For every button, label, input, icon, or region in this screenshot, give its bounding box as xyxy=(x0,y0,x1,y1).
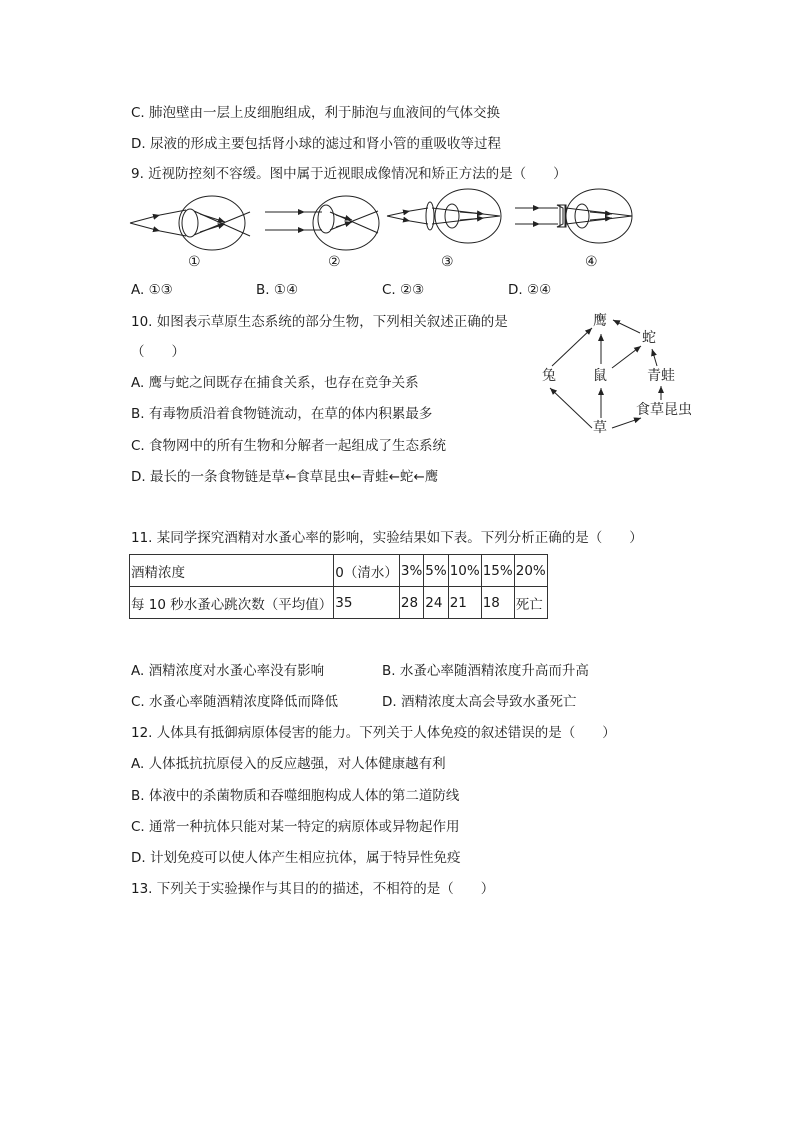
web-node-eagle: 鹰 xyxy=(593,313,607,329)
q11-option-b: B. 水蚤心率随酒精浓度升高而升高 xyxy=(382,663,589,679)
q11-option-c: C. 水蚤心率随酒精浓度降低而降低 xyxy=(131,694,339,710)
q10-option-a: A. 鹰与蛇之间既存在捕食关系，也存在竞争关系 xyxy=(131,375,419,391)
table-cell: 0（清水） xyxy=(334,555,400,587)
web-node-insect: 食草昆虫 xyxy=(636,402,692,418)
q10-option-d: D. 最长的一条食物链是草←食草昆虫←青蛙←蛇←鹰 xyxy=(131,469,439,485)
web-node-frog: 青蛙 xyxy=(647,368,675,384)
q10-stem-line1: 10. 如图表示草原生态系统的部分生物，下列相关叙述正确的是 xyxy=(131,314,508,330)
table-cell: 18 xyxy=(481,587,514,619)
q9-option-b: B. ①④ xyxy=(256,282,299,298)
q9-stem: 9. 近视防控刻不容缓。图中属于近视眼成像情况和矫正方法的是（ ） xyxy=(131,166,567,182)
fig-label-1: ① xyxy=(188,254,201,270)
table-cell: 21 xyxy=(448,587,481,619)
q11-data-table xyxy=(129,554,548,619)
q11-stem: 11. 某同学探究酒精对水蚤心率的影响，实验结果如下表。下列分析正确的是（ ） xyxy=(131,530,643,546)
table-row-label: 酒精浓度 xyxy=(130,555,334,587)
q12-stem: 12. 人体具有抵御病原体侵害的能力。下列关于人体免疫的叙述错误的是（ ） xyxy=(131,725,616,741)
web-node-grass: 草 xyxy=(593,420,607,436)
q10-option-c: C. 食物网中的所有生物和分解者一起组成了生态系统 xyxy=(131,438,447,454)
web-node-mouse: 鼠 xyxy=(593,368,607,384)
table-row xyxy=(130,555,548,587)
fig-label-3: ③ xyxy=(441,254,454,270)
table-cell: 20% xyxy=(514,555,547,587)
table-cell: 28 xyxy=(399,587,423,619)
q8-option-c: C. 肺泡壁由一层上皮细胞组成，利于肺泡与血液间的气体交换 xyxy=(131,105,501,121)
q11-option-d: D. 酒精浓度太高会导致水蚤死亡 xyxy=(382,694,577,710)
table-cell: 3% xyxy=(399,555,423,587)
q12-option-b: B. 体液中的杀菌物质和吞噬细胞构成人体的第二道防线 xyxy=(131,788,460,804)
table-row-label: 每 10 秒水蚤心跳次数（平均值） xyxy=(130,587,334,619)
q9-option-d: D. ②④ xyxy=(508,282,552,298)
web-node-rabbit: 兔 xyxy=(542,368,556,384)
table-cell: 35 xyxy=(334,587,400,619)
q8-option-d: D. 尿液的形成主要包括肾小球的滤过和肾小管的重吸收等过程 xyxy=(131,136,501,152)
table-cell: 24 xyxy=(424,587,448,619)
table-cell: 死亡 xyxy=(514,587,547,619)
fig-label-2: ② xyxy=(328,254,341,270)
q12-option-a: A. 人体抵抗抗原侵入的反应越强，对人体健康越有利 xyxy=(131,756,446,772)
q13-stem: 13. 下列关于实验操作与其目的的描述，不相符的是（ ） xyxy=(131,881,495,897)
food-web-arrows xyxy=(0,0,794,500)
q9-option-c: C. ②③ xyxy=(382,282,425,298)
table-cell: 10% xyxy=(448,555,481,587)
table-row xyxy=(130,587,548,619)
q12-option-d: D. 计划免疫可以使人体产生相应抗体，属于特异性免疫 xyxy=(131,850,461,866)
q10-option-b: B. 有毒物质沿着食物链流动，在草的体内积累最多 xyxy=(131,406,433,422)
q9-option-a: A. ①③ xyxy=(131,282,173,298)
table-cell: 5% xyxy=(424,555,448,587)
fig-label-4: ④ xyxy=(585,254,598,270)
web-node-snake: 蛇 xyxy=(642,330,656,346)
table-cell: 15% xyxy=(481,555,514,587)
q12-option-c: C. 通常一种抗体只能对某一特定的病原体或异物起作用 xyxy=(131,819,460,835)
q11-option-a: A. 酒精浓度对水蚤心率没有影响 xyxy=(131,663,325,679)
q10-stem-line2: （ ） xyxy=(131,344,185,360)
